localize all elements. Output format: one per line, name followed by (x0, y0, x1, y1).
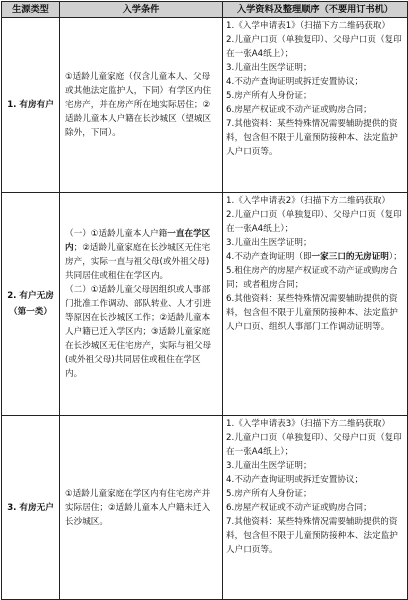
document-item: 5.租住房产的房屋产权证或不动产证或购房合同；或者租房合同； (226, 266, 398, 290)
condition-text: ；②适龄儿童家庭在长沙城区无住宅房产，实际一直与祖父母(或外祖父母)共同居住或租住在学区内。 (65, 243, 211, 281)
header-student-type: 生源类型 (2, 2, 60, 18)
enrollment-requirements-table (1, 1, 408, 600)
document-item: 2.儿童户口页（单独复印）、父母户口页（复印在一张A4纸上）； (226, 433, 402, 457)
document-emphasis: 一家三口的无房证明 (311, 252, 389, 262)
table-row-hukou-no-house (2, 193, 408, 416)
document-item: 5.房产所有人身份证； (226, 489, 312, 499)
document-item: 2.儿童户口页（单独复印）、父母户口页（复印在一张A4纸上）； (226, 35, 402, 59)
table-header-row (2, 2, 408, 18)
condition-emphasis: 一直在学区内 (65, 229, 211, 253)
document-item: 6.其他资料：某些特殊情况需要辅助提供的资料，包含但不限于儿童预防接种本、法定监护人户口页、组织人事部门工作调动证明等。 (226, 294, 398, 332)
table-row-house-and-hukou (2, 18, 408, 193)
document-item: 1.《入学申请表2》（扫描下方二维码获取） (226, 196, 391, 206)
document-item: 6.房屋产权证或不动产证或购房合同； (226, 503, 372, 513)
condition-paragraph: （二）①适龄儿童父母因组织或人事部门批准工作调动、部队转业、人才引进等原因在长沙城区工作；②适龄儿童本人户籍已迁入学区内；③适龄儿童家庭在长沙城区无住宅房产，实际与祖父母(或外祖父母)共同居住或租住在学区内。 (65, 285, 212, 379)
document-item: 7.其他资料：某些特殊情况需要辅助提供的资料，包含但不限于儿童预防接种本、法定监护人户口页等。 (226, 119, 398, 157)
document-text: 4.不动产查询证明（即 (226, 252, 312, 262)
student-type-cell: 2. 有户无房（第一类） (2, 193, 60, 416)
document-item: 1.《入学申请表1》（扫描下方二维码获取） (226, 21, 391, 31)
document-item: 5.房产所有人身份证； (226, 91, 312, 101)
condition-paragraph: ①适龄儿童家庭（仅含儿童本人、父母或其他法定监护人，下同）有学区内住宅房产，并在房产所在地实际居住；②适龄儿童本人户籍在长沙城区（望城区除外，下同）。 (65, 72, 212, 138)
condition-paragraph (65, 227, 217, 283)
document-item: 4.不动产查询证明或拆迁安置协议； (226, 475, 364, 485)
document-item: 6.房屋产权证或不动产证或购房合同； (226, 105, 372, 115)
documents-cell (223, 416, 408, 600)
document-item: 3.儿童出生医学证明； (226, 461, 312, 471)
student-type-cell: 3. 有房无户 (2, 416, 60, 600)
header-conditions: 入学条件 (60, 2, 223, 18)
student-type-cell: 1. 有房有户 (2, 18, 60, 193)
document-text: ）； (388, 252, 402, 262)
document-item: 1.《入学申请表3》（扫描下方二维码获取） (226, 419, 391, 429)
document-item: 7.其他资料：某些特殊情况需要辅助提供的资料，包含但不限于儿童预防接种本、法定监护人户口页等。 (226, 517, 398, 555)
document-item: 3.儿童出生医学证明； (226, 238, 312, 248)
conditions-cell (60, 18, 223, 193)
conditions-cell (60, 193, 223, 416)
header-documents: 入学资料及整理顺序（不要用订书机） (223, 2, 408, 18)
document-item (226, 250, 404, 264)
document-item: 4.不动产查询证明或拆迁安置协议； (226, 77, 364, 87)
document-item: 2.儿童户口页（单独复印）、父母户口页（复印在一张A4纸上）； (226, 210, 402, 234)
document-item: 3.儿童出生医学证明； (226, 63, 312, 73)
condition-text: （一）①适龄儿童本人户籍 (65, 229, 168, 239)
table-row-house-no-hukou (2, 416, 408, 600)
condition-paragraph: ①适龄儿童家庭在学区内有住宅房产并实际居住；②适龄儿童本人户籍未迁入长沙城区。 (65, 488, 211, 527)
documents-cell (223, 193, 408, 416)
documents-cell (223, 18, 408, 193)
conditions-cell (60, 416, 223, 600)
